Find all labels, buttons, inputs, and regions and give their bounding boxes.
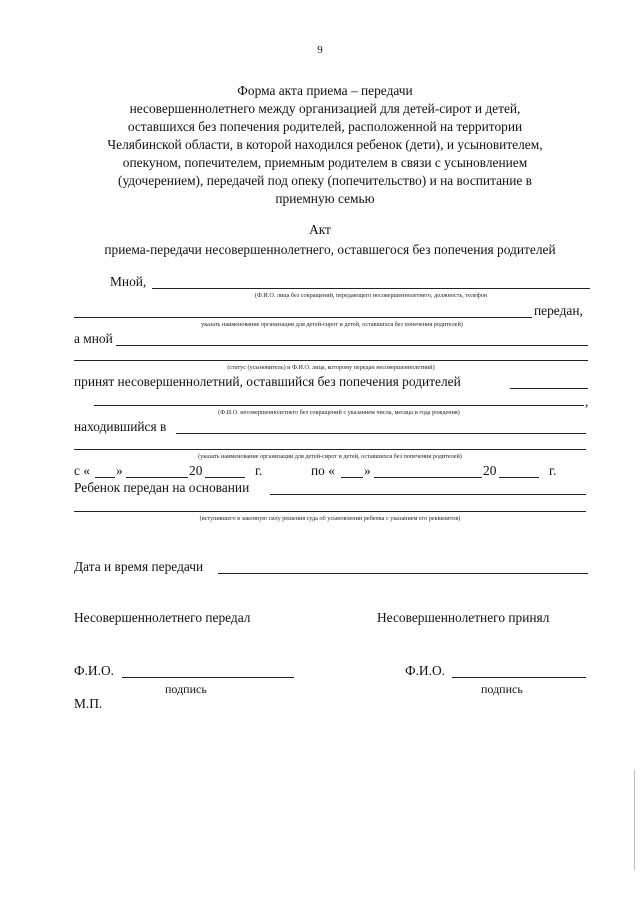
act-heading: Акт bbox=[309, 222, 331, 237]
located-caption: (указать наименование организации для детей-сирот и детей, оставшихся без попечения родителей) bbox=[198, 453, 462, 460]
from-year-field[interactable] bbox=[205, 477, 245, 478]
title-line: оставшихся без попечения родителей, расположенной на территории bbox=[127, 119, 523, 134]
accepted-field[interactable] bbox=[510, 388, 588, 389]
right-signature-caption: подпись bbox=[481, 682, 523, 696]
to-year-field[interactable] bbox=[499, 477, 539, 478]
and-me-field[interactable] bbox=[116, 345, 588, 346]
to-date-label: по « bbox=[311, 463, 335, 478]
child-caption: (Ф.И.О. несовершеннолетнего без сокращений с указанием числа, месяца и года рождения) bbox=[218, 409, 460, 416]
title-line: опекуном, попечителем, приемным родителем в связи с усыновлением bbox=[122, 155, 528, 170]
page-number: 9 bbox=[317, 44, 323, 56]
by-me-label: Мной, bbox=[110, 274, 147, 289]
basis-field[interactable] bbox=[270, 494, 586, 495]
transferred-label: передан, bbox=[534, 303, 583, 318]
date-time-field[interactable] bbox=[218, 573, 588, 574]
child-field[interactable] bbox=[94, 405, 584, 406]
to-year-suffix: г. bbox=[549, 463, 557, 478]
left-fio-label: Ф.И.О. bbox=[74, 663, 114, 678]
seal-label: М.П. bbox=[74, 696, 103, 711]
title-line: Челябинской области, в которой находился ребенок (дети), и усыновителем, bbox=[107, 137, 543, 152]
from-month-field[interactable] bbox=[126, 477, 188, 478]
located-field-2[interactable] bbox=[74, 449, 586, 450]
page-edge-mark bbox=[634, 770, 635, 870]
from-year-suffix: г. bbox=[255, 463, 263, 478]
to-year-prefix: 20 bbox=[483, 463, 497, 478]
basis-field-2[interactable] bbox=[74, 511, 586, 512]
from-quote-close: » bbox=[116, 463, 123, 478]
title-line: несовершеннолетнего между организацией для детей-сирот и детей, bbox=[129, 101, 521, 116]
from-year-prefix: 20 bbox=[189, 463, 203, 478]
left-signature-title: Несовершеннолетнего передал bbox=[74, 610, 251, 625]
basis-caption: (вступившего в законную силу решения суда об усыновлении ребенка с указанием его реквизитов) bbox=[199, 515, 461, 522]
located-label: находившийся в bbox=[74, 419, 167, 434]
status-caption: (статус (усыновитель) и Ф.И.О. лица, которому передан несовершеннолетний) bbox=[227, 364, 435, 371]
and-me-field-2[interactable] bbox=[74, 360, 588, 361]
left-fio-field[interactable] bbox=[122, 677, 294, 678]
organization-caption: указать наименование организации для детей-сирот и детей, оставшихся без попечения родителей) bbox=[201, 321, 463, 328]
to-quote-close: » bbox=[364, 463, 371, 478]
to-day-field[interactable] bbox=[341, 477, 363, 478]
date-time-label: Дата и время передачи bbox=[74, 559, 204, 574]
accepted-label: принят несовершеннолетний, оставшийся без попечения родителей bbox=[74, 374, 461, 389]
to-month-field[interactable] bbox=[374, 477, 482, 478]
and-me-label: а мной bbox=[74, 331, 113, 346]
basis-label: Ребенок передан на основании bbox=[74, 480, 250, 495]
title-line: приемную семью bbox=[275, 191, 375, 206]
from-day-field[interactable] bbox=[95, 477, 115, 478]
child-field-comma: , bbox=[585, 394, 589, 409]
from-date-label: с « bbox=[74, 463, 90, 478]
title-line: Форма акта приема – передачи bbox=[237, 83, 413, 98]
title-line: (удочерением), передачей под опеку (попечительство) и на воспитание в bbox=[118, 173, 532, 188]
right-signature-title: Несовершеннолетнего принял bbox=[377, 610, 550, 625]
form-title bbox=[60, 82, 590, 208]
located-field[interactable] bbox=[176, 433, 586, 434]
right-fio-field[interactable] bbox=[452, 677, 586, 678]
by-me-field[interactable] bbox=[152, 288, 590, 289]
by-me-caption: (Ф.И.О. лица без сокращений, передающего несовершеннолетнего, должность, телефон bbox=[254, 292, 488, 299]
right-fio-label: Ф.И.О. bbox=[405, 663, 445, 678]
organization-field[interactable] bbox=[74, 317, 532, 318]
left-signature-caption: подпись bbox=[165, 682, 207, 696]
act-subheading: приема-передачи несовершеннолетнего, оставшегося без попечения родителей bbox=[104, 242, 556, 257]
